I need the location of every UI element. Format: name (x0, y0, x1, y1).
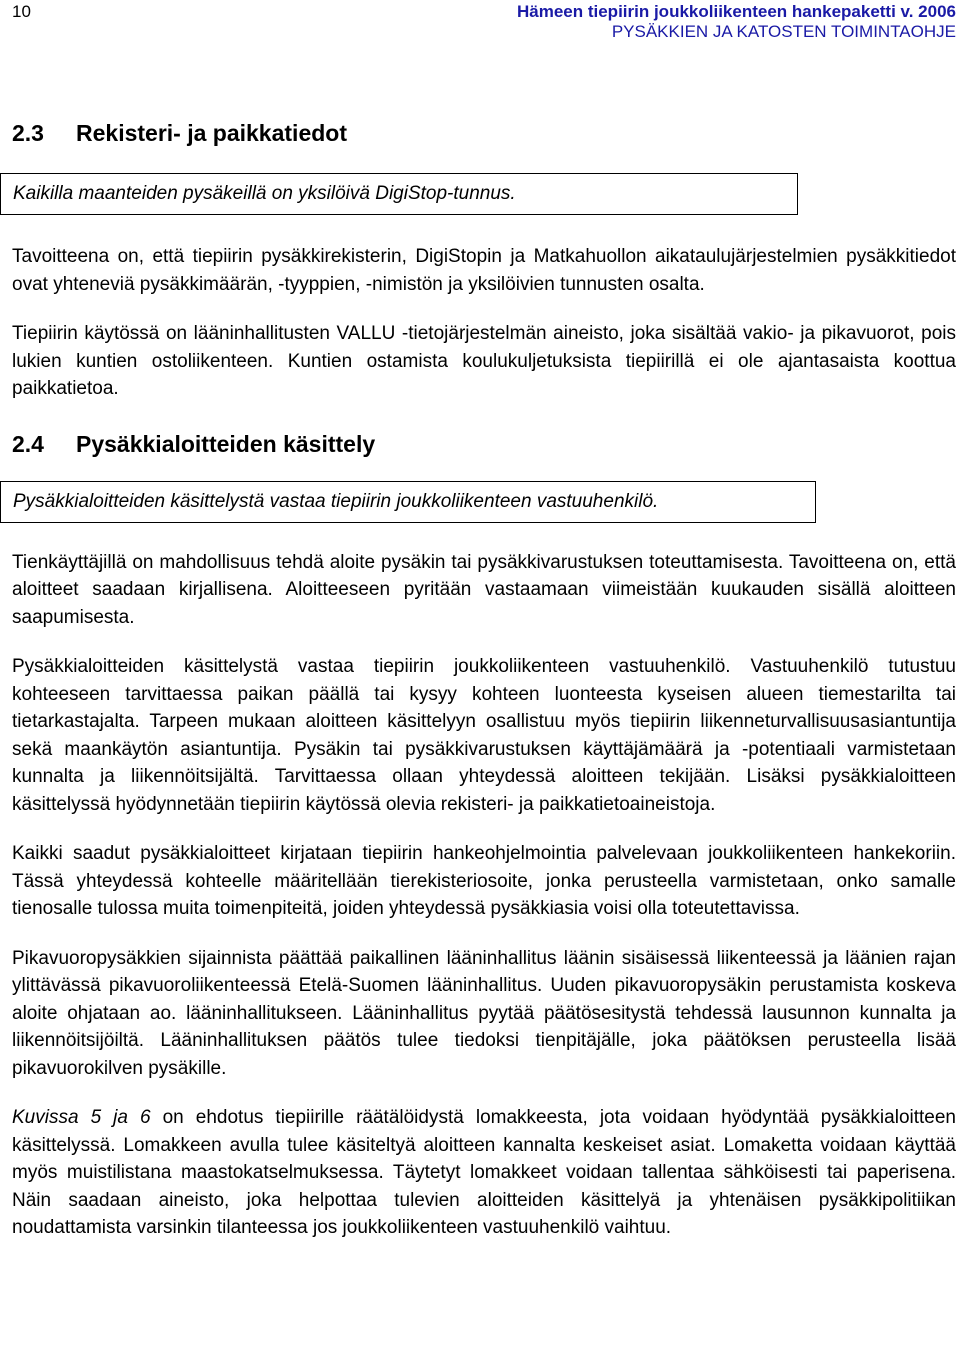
paragraph-text: on ehdotus tiepiirille räätälöidystä lomakkeesta, jota voidaan hyödyntää pysäkkialoitteen käsittelyssä. Lomakkeen avulla tulee käsiteltyä aloitteen kannalta keskeiset asiat. Lomaketta voidaan käyttää myös muistilistana maastokatselmuksessa. Täytetyt lomakkeet voidaan tallentaa sähköisesti tai paperisena. Näin saadaan aineisto, joka helpottaa tulevien aloitteiden käsittelyä ja yhtenäisen pysäkkipolitiikan noudattamista varsinkin tilanteessa jos joukkoliikenteen vastuuhenkilö vaihtuu. (12, 1107, 956, 1238)
header-subtitle: PYSÄKKIEN JA KATOSTEN TOIMINTAOHJE (611, 22, 956, 41)
boxed-summary: Kaikilla maanteiden pysäkeillä on yksilöivä DigiStop-tunnus. (0, 173, 798, 215)
boxed-summary: Pysäkkialoitteiden käsittelystä vastaa tiepiirin joukkoliikenteen vastuuhenkilö. (0, 481, 816, 523)
page-content (12, 118, 956, 1242)
section-number: 2.3 (12, 120, 44, 146)
section-number: 2.4 (12, 430, 44, 457)
section-title: Rekisteri- ja paikkatiedot (76, 120, 347, 146)
paragraph: Kaikki saadut pysäkkialoitteet kirjataan tiepiirin hankeohjelmointia palvelevaan joukkoliikenteen hankekoriin. Tässä yhteydessä kohteelle määritellään tierekisteriosoite, jonka perusteella varmistetaan, onko samalle tienosalle tulossa muita toimenpiteitä, joiden yhteydessä pysäkkiasia voisi olla toteutettavissa. (12, 843, 956, 919)
figure-reference: Kuvissa 5 ja 6 (12, 1107, 151, 1128)
page-number: 10 (12, 2, 31, 21)
paragraph: Tiepiirin käytössä on lääninhallitusten VALLU -tietojärjestelmän aineisto, joka sisältää vakio- ja pikavuorot, pois lukien kuntien ostoliikenteen. Kuntien ostamista koulukuljetuksista tiepiirillä ei ole ajantasaista koottua paikkatietoa. (12, 323, 956, 399)
paragraph: Tavoitteena on, että tiepiirin pysäkkirekisterin, DigiStopin ja Matkahuollon aikataulujärjestelmien pysäkkitiedot ovat yhteneviä pysäkkimäärän, -tyyppien, -nimistön ja yksilöivien tunnusten osalta. (12, 246, 956, 295)
section-title: Pysäkkialoitteiden käsittely (76, 430, 376, 457)
header-titles (517, 2, 956, 42)
header-title: Hämeen tiepiirin joukkoliikenteen hankepaketti v. 2006 (516, 2, 956, 21)
paragraph: Pikavuoropysäkkien sijainnista päättää paikallinen lääninhallitus läänin sisäisessä liikenteessä ja läänien rajan ylittävässä pikavuoroliikenteessä Etelä-Suomen lääninhallitus. Uuden pikavuoropysäkin perustamista koskeva aloite ohjataan ao. lääninhallitukseen. Lääninhallitus pyytää päätösesitystä tehdessä lausunnon kunnalta ja liikennöitsijöiltä. Lääninhallituksen päätös tulee tiedoksi tienpitäjälle, joka päätöksen perusteella lisää pikavuorokilven pysäkille. (12, 947, 956, 1079)
page-header (0, 0, 960, 46)
section-heading-2-4 (12, 429, 956, 459)
paragraph (12, 1104, 956, 1242)
paragraph: Pysäkkialoitteiden käsittelystä vastaa tiepiirin joukkoliikenteen vastuuhenkilö. Vastuuhenkilö tutustuu kohteeseen tarvittaessa paikan päällä tai kysyy kohteen luonteesta kyseisen alueen tiemestarilta tai tietarkastajalta. Tarpeen mukaan aloitteen käsittelyyn osallistuu myös tiepiirin liikenneturvallisuusasiantuntija sekä maankäytön asiantuntija. Pysäkin tai pysäkkivarustuksen käyttäjämäärä ja -potentiaali varmistetaan kunnalta ja liikennöitsijältä. Tarvittaessa ollaan yhteydessä aloitteen tekijään. Lisäksi pysäkkialoitteen käsittelyssä hyödynnetään tiepiirin käytössä olevia rekisteri- ja paikkatietoaineistoja. (12, 656, 956, 815)
paragraph: Tienkäyttäjillä on mahdollisuus tehdä aloite pysäkin tai pysäkkivarustuksen toteuttamisesta. Tavoitteena on, että aloitteet saadaan kirjallisena. Aloitteeseen pyritään vastaamaan viimeistään kuukauden sisällä aloitteen saapumisesta. (12, 551, 956, 628)
section-heading-2-3 (12, 118, 956, 148)
